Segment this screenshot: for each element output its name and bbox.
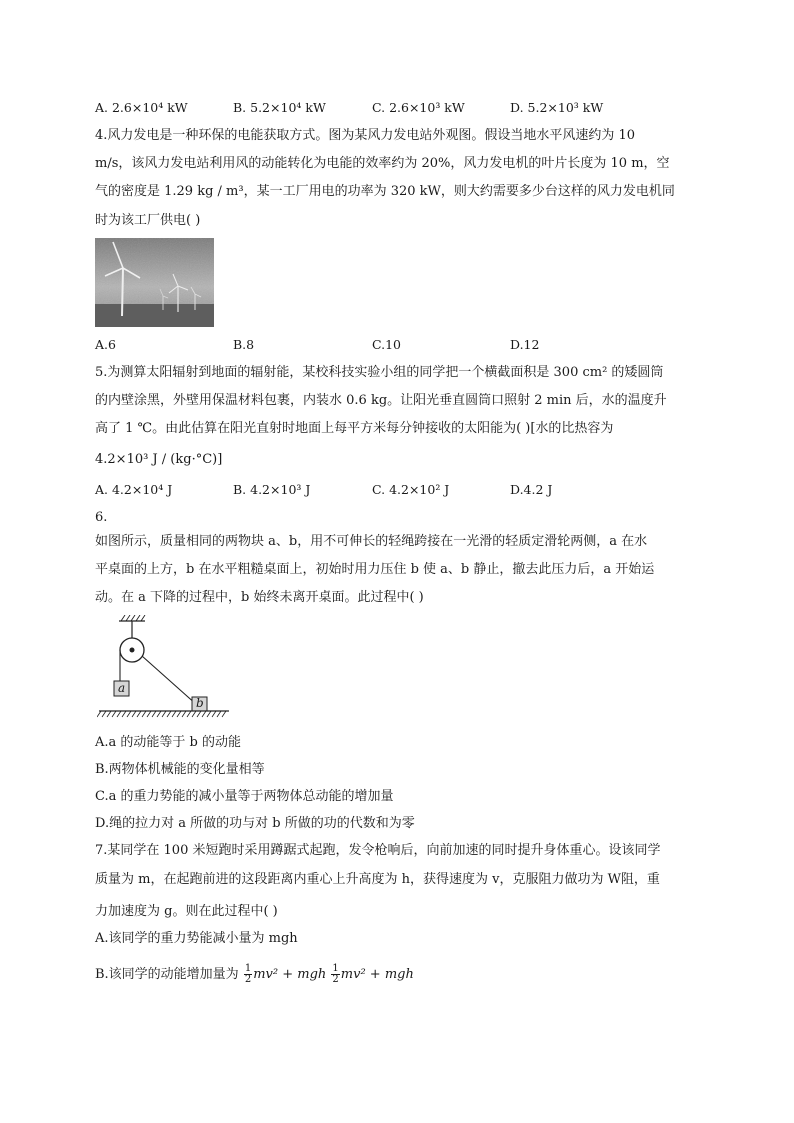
- block-b-label: b: [196, 696, 204, 710]
- q6-line-2: 平桌面的上方，b 在水平粗糙桌面上，初始时用力压住 b 使 a、b 静止，撤去此压力后，a 开始运: [95, 562, 655, 577]
- q4-line-4: 时为该工厂供电( ): [95, 213, 201, 228]
- fraction-half-1: $\frac{1}{2}$: [244, 963, 252, 985]
- q7-option-b-prefix: B.该同学的动能增加量为: [95, 967, 239, 982]
- q5-line-3: 高了 1 ℃。由此估算在阳光直射时地面上每平方米每分钟接收的太阳能为( )[水的比热容为: [95, 421, 614, 436]
- q6-line-1: 如图所示，质量相同的两物块 a、b，用不可伸长的轻绳跨接在一光滑的轻质定滑轮两侧，a 在水: [95, 534, 648, 549]
- block-a-label: a: [118, 681, 126, 695]
- q5-line-4: 4.2×10³ J / (kg·°C)]: [95, 452, 223, 467]
- q3-option-d: D. 5.2×10³ kW: [510, 100, 604, 115]
- q7-option-b-expr-2: mv² + mgh: [340, 967, 414, 982]
- q3-option-a: A. 2.6×10⁴ kW: [95, 100, 188, 115]
- q7-line-1: 7.某同学在 100 米短跑时采用蹲踞式起跑，发令枪响后，向前加速的同时提升身体重心。设该同学: [95, 843, 661, 858]
- q5-line-1: 5.为测算太阳辐射到地面的辐射能，某校科技实验小组的同学把一个横截面积是 300 cm² 的矮圆筒: [95, 365, 664, 380]
- wind-farm-photo: [95, 238, 214, 327]
- pulley-diagram: [97, 615, 232, 720]
- q6-option-d: D.绳的拉力对 a 所做的功与对 b 所做的功的代数和为零: [95, 816, 415, 831]
- q4-option-c: C.10: [372, 337, 401, 352]
- q6-line-3: 动。在 a 下降的过程中，b 始终未离开桌面。此过程中( ): [95, 590, 424, 605]
- fraction-half-2: $\frac{1}{2}$: [332, 963, 339, 985]
- q7-line-2: 质量为 m，在起跑前进的这段距离内重心上升高度为 h，获得速度为 v，克服阻力做功为 W阻，重: [95, 872, 660, 887]
- q4-option-b: B.8: [233, 337, 255, 352]
- q6-option-b: B.两物体机械能的变化量相等: [95, 762, 265, 777]
- q4-line-1: 4.风力发电是一种环保的电能获取方式。图为某风力发电站外观图。假设当地水平风速约为 10: [95, 128, 636, 143]
- q6-option-c: C.a 的重力势能的减小量等于两物体总动能的增加量: [95, 789, 394, 804]
- q4-option-d: D.12: [510, 337, 540, 352]
- ground-hatch: [97, 711, 226, 717]
- q5-option-c: C. 4.2×10² J: [372, 482, 450, 497]
- q5-option-a: A. 4.2×10⁴ J: [95, 482, 173, 497]
- q7-line-3: 力加速度为 g。则在此过程中( ): [95, 904, 278, 919]
- q3-option-b: B. 5.2×10⁴ kW: [233, 100, 326, 115]
- q7-option-a: A.该同学的重力势能减小量为 mgh: [95, 931, 298, 946]
- q4-line-2: m/s，该风力发电站利用风的动能转化为电能的效率约为 20%，风力发电机的叶片长度为 10 m，空: [95, 156, 670, 171]
- q6-number: 6.: [95, 510, 108, 525]
- q3-option-c: C. 2.6×10³ kW: [372, 100, 465, 115]
- q4-line-3: 气的密度是 1.29 kg / m³，某一工厂用电的功率为 320 kW，则大约需要多少台这样的风力发电机同: [95, 184, 675, 199]
- q5-option-d: D.4.2 J: [510, 482, 553, 497]
- q7-option-b-expr: mv² + mgh: [253, 967, 327, 982]
- q5-option-b: B. 4.2×10³ J: [233, 482, 311, 497]
- q4-option-a: A.6: [95, 337, 116, 352]
- q7-option-b: [95, 962, 414, 988]
- q5-line-2: 的内壁涂黑，外壁用保温材料包裹，内装水 0.6 kg。让阳光垂直圆筒口照射 2 min 后，水的温度升: [95, 393, 667, 408]
- q6-option-a: A.a 的动能等于 b 的动能: [95, 735, 241, 750]
